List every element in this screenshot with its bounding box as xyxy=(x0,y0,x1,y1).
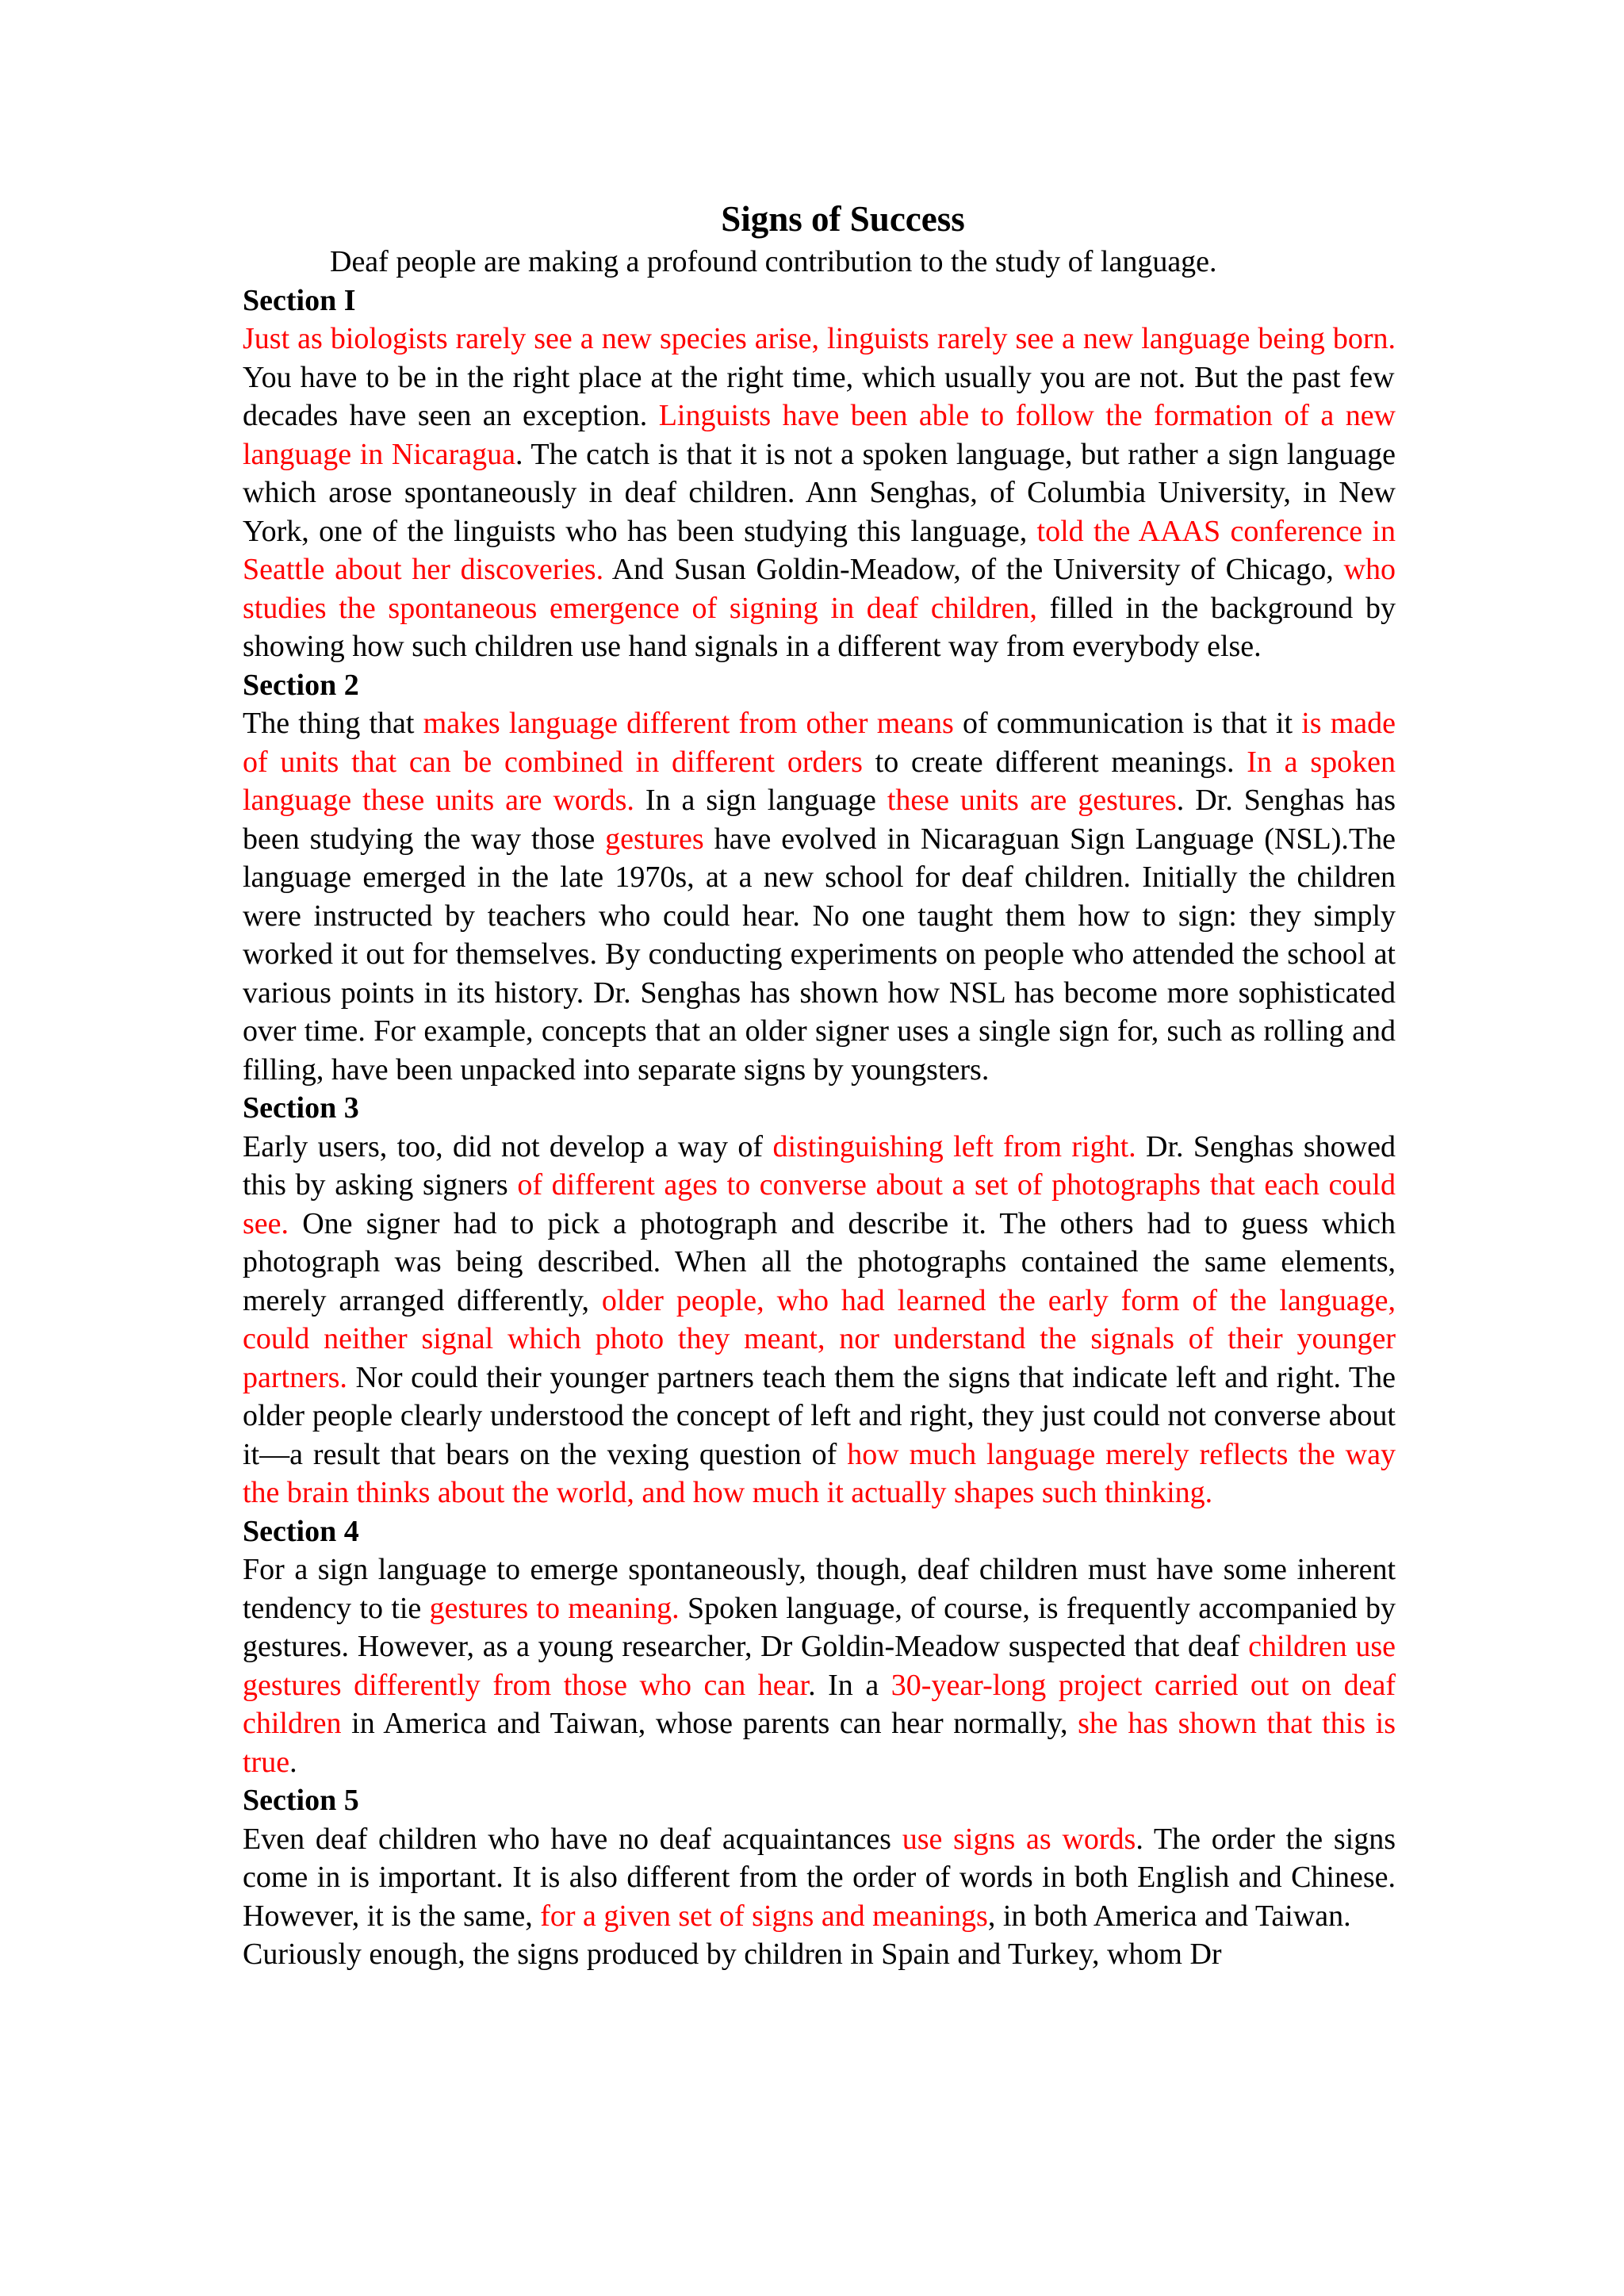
body-text: of communication is that it xyxy=(953,707,1302,740)
highlighted-text: older people, who had learned the early form of the language, could neither signal which photo they meant, nor understand the signals of their younger partners. xyxy=(243,1283,1396,1394)
body-text: You have to be in the right place at the right time, which usually you are not. But the past few decades have seen an exception. xyxy=(243,360,1395,432)
section-heading: Section 5 xyxy=(243,1784,359,1817)
body-text: The thing that xyxy=(243,707,423,740)
section-heading: Section 3 xyxy=(243,1091,359,1125)
section-paragraph xyxy=(243,1128,1396,1512)
section-heading: Section 2 xyxy=(243,668,359,702)
body-text: filled in the background by showing how such children use hand signals in a different way from everybody else. xyxy=(243,591,1396,663)
highlighted-text: use signs as words xyxy=(902,1822,1136,1856)
highlighted-text: 30-year-long project carried out on deaf children xyxy=(243,1668,1396,1740)
section-heading: Section I xyxy=(243,283,356,317)
section-paragraph xyxy=(243,1935,1396,1974)
body-text: . xyxy=(289,1745,297,1779)
body-text: Nor could their younger partners teach them the signs that indicate left and right. The older people clearly understood the concept of left and right, they just could not converse about it—a result that bears on the vexing question of xyxy=(243,1360,1396,1471)
highlighted-text: told the AAAS conference in Seattle about her discoveries. xyxy=(243,514,1396,586)
body-text: For a sign language to emerge spontaneously, though, deaf children must have some inherent tendency to tie xyxy=(243,1553,1396,1625)
highlighted-text: she has shown that this is true xyxy=(243,1707,1396,1779)
highlighted-text: who studies the spontaneous emergence of signing in deaf children, xyxy=(243,553,1396,625)
section-paragraph xyxy=(243,1820,1396,1936)
section xyxy=(243,666,1396,1090)
body-text: Dr. Senghas showed this by asking signers xyxy=(243,1129,1396,1202)
document-body xyxy=(243,282,1396,1974)
highlighted-text: gestures to meaning. xyxy=(429,1591,680,1625)
highlighted-text: gestures xyxy=(605,822,704,856)
section-paragraph xyxy=(243,320,1396,666)
section-heading: Section 4 xyxy=(243,1514,359,1548)
body-text: in America and Taiwan, whose parents can hear normally, xyxy=(341,1707,1078,1740)
highlighted-text: is made of units that can be combined in different orders xyxy=(243,707,1396,779)
body-text: . Dr. Senghas has been studying the way those xyxy=(243,784,1396,856)
body-text: One signer had to pick a photograph and describe it. The others had to guess which photograph was being described. When all the photographs contained the same elements, merely arranged differently, xyxy=(243,1206,1396,1317)
body-text: . The order the signs come in is important. It is also different from the order of words in both English and Chinese. However, it is the same, xyxy=(243,1822,1396,1933)
highlighted-text: distinguishing left from right. xyxy=(772,1129,1136,1163)
body-text: , in both America and Taiwan. xyxy=(987,1899,1351,1933)
highlighted-text: these units are gestures xyxy=(887,784,1177,817)
highlighted-text: Linguists have been able to follow the formation of a new language in Nicaragua xyxy=(243,399,1396,471)
section xyxy=(243,282,1396,666)
body-text: have evolved in Nicaraguan Sign Language (NSL).The language emerged in the late 1970s, at a new school for deaf children. Initially the children were instructed by teachers who could hear. No one taught them how to sign: they simply worked it out for themselves. By conducting experiments on people who attended the school at various points in its history. Dr. Senghas has shown how NSL has become more sophisticated over time. For example, concepts that an older signer uses a single sign for, such as rolling and filling, have been unpacked into separate signs by youngsters. xyxy=(243,822,1396,1087)
highlighted-text: how much language merely reflects the way the brain thinks about the world, and how much it actually shapes such thinking. xyxy=(243,1437,1396,1509)
highlighted-text: Just as biologists rarely see a new species arise, linguists rarely see a new language being born. xyxy=(243,322,1396,355)
body-text: In a sign language xyxy=(634,784,887,817)
highlighted-text: of different ages to converse about a set of photographs that each could see. xyxy=(243,1168,1396,1240)
document-subtitle: Deaf people are making a profound contribution to the study of language. xyxy=(330,245,1217,278)
highlighted-text: makes language different from other means xyxy=(423,707,954,740)
body-text: And Susan Goldin-Meadow, of the University of Chicago, xyxy=(603,553,1344,586)
body-text: Curiously enough, the signs produced by children in Spain and Turkey, whom Dr xyxy=(243,1938,1222,1971)
document-page xyxy=(243,195,1396,1974)
section-paragraph xyxy=(243,704,1396,1089)
highlighted-text: In a spoken language these units are words. xyxy=(243,745,1396,817)
body-text: . In a xyxy=(808,1668,891,1702)
section xyxy=(243,1512,1396,1782)
body-text: Early users, too, did not develop a way of xyxy=(243,1129,773,1163)
section xyxy=(243,1089,1396,1512)
body-text: Even deaf children who have no deaf acquaintances xyxy=(243,1822,902,1856)
body-text: Spoken language, of course, is frequently accompanied by gestures. However, as a young researcher, Dr Goldin-Meadow suspected that deaf xyxy=(243,1591,1396,1663)
section-paragraph xyxy=(243,1550,1396,1781)
body-text: . The catch is that it is not a spoken language, but rather a sign language which arose spontaneously in deaf children. Ann Senghas, of Columbia University, in New York, one of the linguists who has been studying this language, xyxy=(243,437,1396,548)
document-title: Signs of Success xyxy=(721,199,965,239)
section xyxy=(243,1781,1396,1974)
body-text: to create different meanings. xyxy=(862,745,1247,779)
highlighted-text: for a given set of signs and meanings xyxy=(540,1899,988,1933)
highlighted-text: children use gestures differently from those who can hear xyxy=(243,1630,1396,1702)
